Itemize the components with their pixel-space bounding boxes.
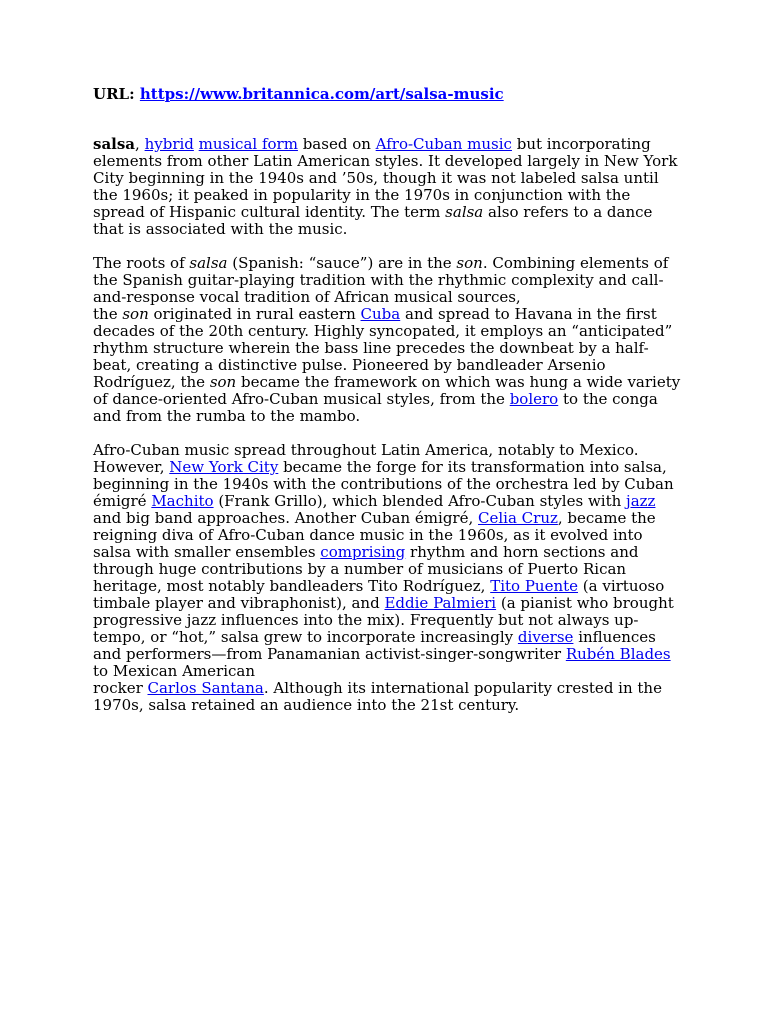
link-bolero[interactable]: bolero: [509, 390, 559, 408]
paragraph-2: The roots of salsa (Spanish: “sauce”) are in the son. Combining elements of the Spanish guitar-playing tradition with the rhythmic complexity and call-and-response vocal tradition of African musical sources, the son originated in rural eastern Cuba and spread to Havana in the first decades of the 20th century. Highly syncopated, it employs an “anticipated” rhythm structure wherein the bass line precedes the downbeat by a half-beat, creating a distinctive pulse. Pioneered by bandleader Arsenio Rodríguez, the son became the framework on which was hung a wide variety of dance-oriented Afro-Cuban musical styles, from the bolero to the conga and from the rumba to the mambo.: [93, 254, 681, 425]
paragraph-1: salsa, hybrid musical form based on Afro-Cuban music but incorporating elements from other Latin American styles. It developed largely in New York City beginning in the 1940s and ’50s, though it was not labeled salsa until the 1960s; it peaked in popularity in the 1970s in conjunction with the spread of Hispanic cultural identity. The term salsa also refers to a dance that is associated with the music.: [93, 135, 678, 238]
term-salsa: salsa: [93, 135, 136, 153]
link-carlos-santana[interactable]: Carlos Santana: [147, 679, 264, 697]
link-diverse[interactable]: diverse: [517, 628, 574, 646]
link-celia-cruz[interactable]: Celia Cruz: [478, 509, 558, 527]
link-comprising[interactable]: comprising: [320, 543, 406, 561]
url-line: [93, 86, 683, 103]
link-eddie-palmieri[interactable]: Eddie Palmieri: [384, 594, 497, 612]
link-new-york-city[interactable]: New York City: [169, 458, 279, 476]
link-cuba[interactable]: Cuba: [360, 305, 401, 323]
link-afro-cuban-music[interactable]: Afro-Cuban music: [375, 135, 512, 153]
document-page: [93, 86, 683, 731]
link-hybrid[interactable]: hybrid: [144, 135, 194, 153]
link-tito-puente[interactable]: Tito Puente: [490, 577, 579, 595]
source-url-link[interactable]: https://www.britannica.com/art/salsa-music: [139, 85, 504, 103]
link-jazz[interactable]: jazz: [626, 492, 656, 510]
link-musical-form[interactable]: musical form: [198, 135, 298, 153]
link-machito[interactable]: Machito: [151, 492, 214, 510]
url-label: URL:: [93, 85, 135, 103]
link-ruben-blades[interactable]: Rubén Blades: [565, 645, 671, 663]
paragraph-3: Afro-Cuban music spread throughout Latin America, notably to Mexico. However, New York City became the forge for its transformation into salsa, beginning in the 1940s with the contributions of the orchestra led by Cuban émigré Machito (Frank Grillo), which blended Afro-Cuban styles with jazz and big band approaches. Another Cuban émigré, Celia Cruz, became the reigning diva of Afro-Cuban dance music in the 1960s, as it evolved into salsa with smaller ensembles comprising rhythm and horn sections and through huge contributions by a number of musicians of Puerto Rican heritage, most notably bandleaders Tito Rodríguez, Tito Puente (a virtuoso timbale player and vibraphonist), and Eddie Palmieri (a pianist who brought progressive jazz influences into the mix). Frequently but not always up-tempo, or “hot,” salsa grew to incorporate increasingly diverse influences and performers—from Panamanian activist-singer-songwriter Rubén Blades to Mexican American rocker Carlos Santana. Although its international popularity crested in the 1970s, salsa retained an audience into the 21st century.: [93, 441, 674, 714]
